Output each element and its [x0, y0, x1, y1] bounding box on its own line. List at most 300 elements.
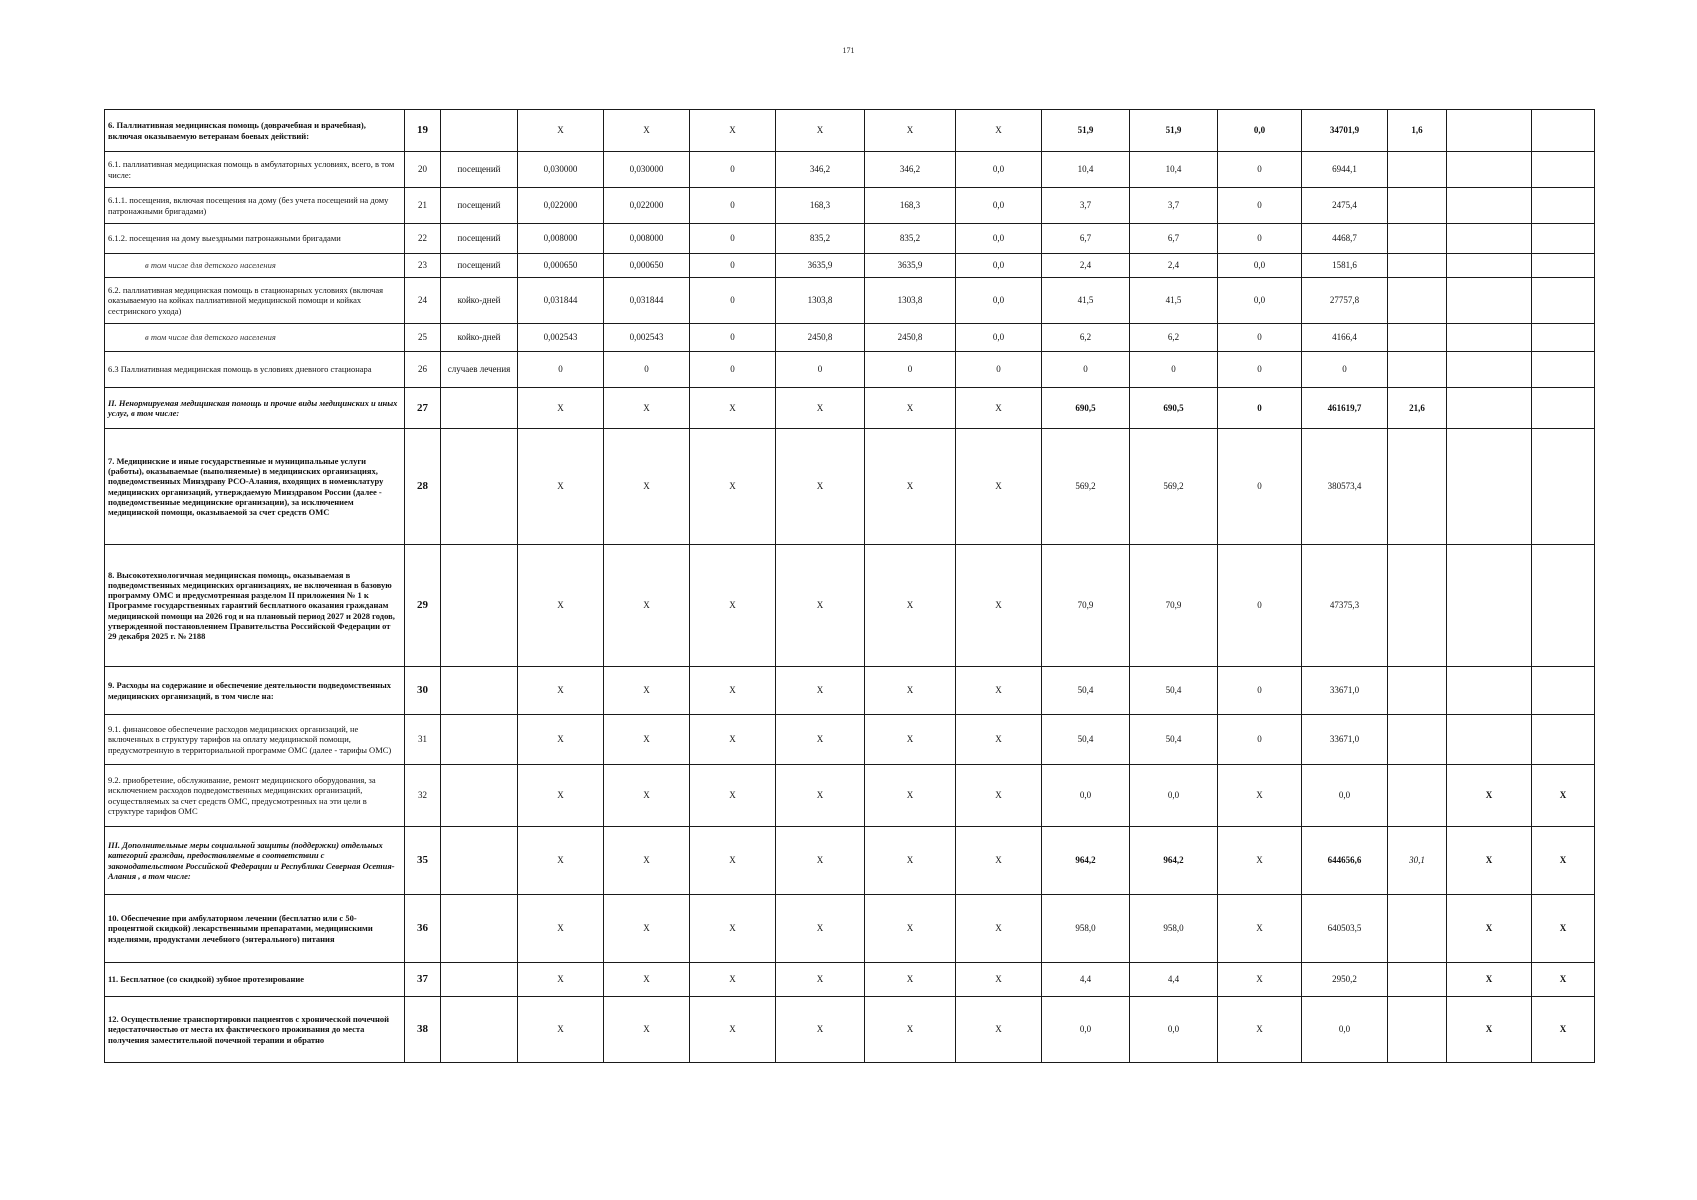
value-cell: X [776, 963, 865, 997]
value-cell: X [604, 388, 690, 429]
unit-cell [441, 997, 518, 1063]
value-cell: X [776, 110, 865, 152]
value-cell: 3,7 [1042, 188, 1130, 224]
value-cell: 41,5 [1130, 278, 1218, 324]
value-cell: 3635,9 [776, 254, 865, 278]
value-cell: 640503,5 [1302, 895, 1388, 963]
value-cell: 0,031844 [604, 278, 690, 324]
row-name-cell: 9. Расходы на содержание и обеспечение деятельности подведомственных медицинских организаций, в том числе на: [105, 667, 405, 715]
row-number-cell: 31 [405, 715, 441, 765]
value-cell: 6,7 [1042, 224, 1130, 254]
value-cell: 0,0 [1218, 254, 1302, 278]
value-cell: 6,2 [1130, 324, 1218, 352]
value-cell: 0,002543 [518, 324, 604, 352]
value-cell: 70,9 [1130, 545, 1218, 667]
row-number-cell: 35 [405, 827, 441, 895]
value-cell: X [865, 827, 956, 895]
table-row [105, 667, 1595, 715]
value-cell [1532, 352, 1595, 388]
value-cell: 964,2 [1130, 827, 1218, 895]
row-number-cell: 24 [405, 278, 441, 324]
value-cell: 569,2 [1130, 429, 1218, 545]
unit-cell: случаев лечения [441, 352, 518, 388]
value-cell: 0,0 [1302, 997, 1388, 1063]
value-cell: 4468,7 [1302, 224, 1388, 254]
value-cell: 461619,7 [1302, 388, 1388, 429]
row-name-cell: 6.1. паллиативная медицинская помощь в амбулаторных условиях, всего, в том числе: [105, 152, 405, 188]
value-cell: 0,0 [1042, 765, 1130, 827]
value-cell [1447, 429, 1532, 545]
value-cell: X [956, 110, 1042, 152]
unit-cell: койко-дней [441, 278, 518, 324]
table-row [105, 254, 1595, 278]
table-row [105, 224, 1595, 254]
value-cell [1388, 895, 1447, 963]
value-cell: X [776, 827, 865, 895]
value-cell: X [956, 545, 1042, 667]
value-cell: X [690, 110, 776, 152]
value-cell: X [690, 715, 776, 765]
unit-cell [441, 963, 518, 997]
value-cell: 2,4 [1130, 254, 1218, 278]
unit-cell [441, 545, 518, 667]
value-cell [1447, 352, 1532, 388]
row-name-cell: 11. Бесплатное (со скидкой) зубное протезирование [105, 963, 405, 997]
value-cell: 0 [604, 352, 690, 388]
value-cell: 0 [1218, 324, 1302, 352]
value-cell: X [956, 429, 1042, 545]
value-cell: 4,4 [1042, 963, 1130, 997]
value-cell: X [776, 765, 865, 827]
table-row [105, 152, 1595, 188]
value-cell [1388, 997, 1447, 1063]
unit-cell [441, 429, 518, 545]
row-name-cell: 10. Обеспечение при амбулаторном лечении (бесплатно или с 50-процентной скидкой) лекарственными препаратами, медицинскими изделиями, продуктами лечебного (энтерального) питания [105, 895, 405, 963]
value-cell: X [1218, 997, 1302, 1063]
unit-cell [441, 388, 518, 429]
value-cell: 2950,2 [1302, 963, 1388, 997]
unit-cell [441, 895, 518, 963]
value-cell: 21,6 [1388, 388, 1447, 429]
value-cell [1388, 765, 1447, 827]
row-name-cell: 6.3 Паллиативная медицинская помощь в условиях дневного стационара [105, 352, 405, 388]
value-cell: 346,2 [865, 152, 956, 188]
value-cell [1532, 254, 1595, 278]
value-cell: 50,4 [1130, 667, 1218, 715]
value-cell: 4166,4 [1302, 324, 1388, 352]
value-cell: 0,0 [1042, 997, 1130, 1063]
value-cell: X [1218, 895, 1302, 963]
row-name-cell: 9.2. приобретение, обслуживание, ремонт медицинского оборудования, за исключением расходов подведомственных медицинских организаций, осуществляемых за счет средств ОМС, предусмотренных на эти цели в структуре тарифов ОМС [105, 765, 405, 827]
value-cell: 1303,8 [865, 278, 956, 324]
value-cell: X [604, 963, 690, 997]
value-cell [1532, 545, 1595, 667]
table-row [105, 352, 1595, 388]
value-cell: X [690, 997, 776, 1063]
row-number-cell: 25 [405, 324, 441, 352]
value-cell: 0,031844 [518, 278, 604, 324]
value-cell: X [776, 429, 865, 545]
value-cell: 0,000650 [604, 254, 690, 278]
row-number-cell: 21 [405, 188, 441, 224]
value-cell: 690,5 [1130, 388, 1218, 429]
value-cell: 3,7 [1130, 188, 1218, 224]
value-cell: 0,002543 [604, 324, 690, 352]
value-cell: 0,022000 [604, 188, 690, 224]
value-cell: X [1447, 827, 1532, 895]
value-cell [1388, 667, 1447, 715]
value-cell: X [776, 895, 865, 963]
value-cell: 1,6 [1388, 110, 1447, 152]
value-cell: X [956, 895, 1042, 963]
table-row [105, 429, 1595, 545]
row-name-cell: 12. Осуществление транспортировки пациентов с хронической почечной недостаточностью от места их фактического проживания до места получения заместительной почечной терапии и обратно [105, 997, 405, 1063]
value-cell [1532, 667, 1595, 715]
unit-cell [441, 715, 518, 765]
value-cell: 70,9 [1042, 545, 1130, 667]
value-cell: 1581,6 [1302, 254, 1388, 278]
value-cell: X [518, 545, 604, 667]
row-name-cell: в том числе для детского населения [105, 254, 405, 278]
row-number-cell: 28 [405, 429, 441, 545]
value-cell: 0 [1218, 224, 1302, 254]
value-cell: 0 [690, 352, 776, 388]
value-cell: X [1532, 765, 1595, 827]
value-cell: X [690, 895, 776, 963]
value-cell: 0 [956, 352, 1042, 388]
value-cell: 10,4 [1042, 152, 1130, 188]
value-cell [1447, 110, 1532, 152]
value-cell [1388, 188, 1447, 224]
value-cell: 34701,9 [1302, 110, 1388, 152]
value-cell: X [956, 827, 1042, 895]
value-cell: 644656,6 [1302, 827, 1388, 895]
value-cell: X [690, 827, 776, 895]
value-cell: 50,4 [1130, 715, 1218, 765]
value-cell [1447, 152, 1532, 188]
value-cell: 0 [1218, 667, 1302, 715]
value-cell [1532, 110, 1595, 152]
value-cell [1388, 715, 1447, 765]
row-name-cell: III. Дополнительные меры социальной защиты (поддержки) отдельных категорий граждан, предоставляемые в соответствии с законодательством Российской Федерации и Республики Северная Осетия-Алания , в том числе: [105, 827, 405, 895]
value-cell: X [1447, 997, 1532, 1063]
unit-cell: койко-дней [441, 324, 518, 352]
value-cell: 0,0 [1218, 110, 1302, 152]
value-cell: 0 [776, 352, 865, 388]
value-cell: 2475,4 [1302, 188, 1388, 224]
value-cell: X [865, 388, 956, 429]
value-cell: 964,2 [1042, 827, 1130, 895]
value-cell: X [1447, 963, 1532, 997]
value-cell [1447, 388, 1532, 429]
value-cell: 47375,3 [1302, 545, 1388, 667]
value-cell: X [956, 997, 1042, 1063]
value-cell: 4,4 [1130, 963, 1218, 997]
value-cell: X [518, 667, 604, 715]
value-cell [1388, 324, 1447, 352]
value-cell: 2,4 [1042, 254, 1130, 278]
value-cell: X [690, 388, 776, 429]
row-number-cell: 23 [405, 254, 441, 278]
value-cell: 2450,8 [865, 324, 956, 352]
unit-cell: посещений [441, 254, 518, 278]
value-cell: X [1447, 765, 1532, 827]
row-name-cell: 6.1.2. посещения на дому выездными патронажными бригадами [105, 224, 405, 254]
row-name-cell: 6. Паллиативная медицинская помощь (доврачебная и врачебная), включая оказываемую ветеранам боевых действий: [105, 110, 405, 152]
value-cell: 958,0 [1042, 895, 1130, 963]
value-cell: X [518, 895, 604, 963]
value-cell: X [1532, 997, 1595, 1063]
value-cell: 2450,8 [776, 324, 865, 352]
value-cell: 0 [1302, 352, 1388, 388]
table-row [105, 963, 1595, 997]
value-cell: 0 [690, 254, 776, 278]
value-cell: 0 [1218, 429, 1302, 545]
value-cell: X [776, 715, 865, 765]
row-name-cell: в том числе для детского населения [105, 324, 405, 352]
value-cell: 0 [1218, 188, 1302, 224]
value-cell: X [865, 110, 956, 152]
row-number-cell: 19 [405, 110, 441, 152]
value-cell: X [1532, 963, 1595, 997]
value-cell: X [1532, 827, 1595, 895]
row-number-cell: 20 [405, 152, 441, 188]
value-cell [1532, 224, 1595, 254]
value-cell: X [956, 667, 1042, 715]
value-cell: 0 [1218, 152, 1302, 188]
value-cell: 50,4 [1042, 667, 1130, 715]
value-cell [1388, 278, 1447, 324]
value-cell: X [865, 715, 956, 765]
value-cell: 0,0 [956, 324, 1042, 352]
value-cell [1388, 254, 1447, 278]
value-cell: X [518, 765, 604, 827]
value-cell: 0 [1218, 352, 1302, 388]
value-cell: 0 [690, 188, 776, 224]
value-cell: 958,0 [1130, 895, 1218, 963]
row-name-cell: 6.1.1. посещения, включая посещения на дому (без учета посещений на дому патронажными бригадами) [105, 188, 405, 224]
value-cell: X [865, 963, 956, 997]
unit-cell: посещений [441, 188, 518, 224]
value-cell: X [518, 827, 604, 895]
value-cell: 33671,0 [1302, 667, 1388, 715]
value-cell: X [518, 715, 604, 765]
value-cell [1532, 324, 1595, 352]
value-cell: X [690, 545, 776, 667]
value-cell: X [604, 765, 690, 827]
value-cell: X [518, 963, 604, 997]
row-number-cell: 26 [405, 352, 441, 388]
value-cell [1447, 545, 1532, 667]
value-cell [1447, 188, 1532, 224]
value-cell: 6,2 [1042, 324, 1130, 352]
value-cell: 835,2 [776, 224, 865, 254]
value-cell: 0,0 [956, 278, 1042, 324]
table-row [105, 765, 1595, 827]
table-row [105, 188, 1595, 224]
value-cell: X [604, 827, 690, 895]
table-row [105, 110, 1595, 152]
value-cell: X [604, 997, 690, 1063]
value-cell: X [956, 715, 1042, 765]
value-cell: X [865, 765, 956, 827]
value-cell: 380573,4 [1302, 429, 1388, 545]
value-cell: 835,2 [865, 224, 956, 254]
page-number: 171 [842, 46, 855, 55]
value-cell: 0 [1218, 715, 1302, 765]
unit-cell [441, 667, 518, 715]
value-cell: X [1218, 765, 1302, 827]
value-cell [1532, 715, 1595, 765]
value-cell: X [1447, 895, 1532, 963]
value-cell: X [690, 765, 776, 827]
value-cell: 0,030000 [518, 152, 604, 188]
value-cell: X [690, 963, 776, 997]
value-cell: 0 [865, 352, 956, 388]
row-number-cell: 30 [405, 667, 441, 715]
value-cell [1532, 278, 1595, 324]
value-cell: 0,0 [1130, 765, 1218, 827]
value-cell: 50,4 [1042, 715, 1130, 765]
value-cell: X [518, 997, 604, 1063]
row-name-cell: II. Ненормируемая медицинская помощь и прочие виды медицинских и иных услуг, в том числе: [105, 388, 405, 429]
value-cell: 27757,8 [1302, 278, 1388, 324]
value-cell: 30,1 [1388, 827, 1447, 895]
table-row [105, 827, 1595, 895]
table-row [105, 278, 1595, 324]
value-cell: X [604, 429, 690, 545]
value-cell: 0 [1130, 352, 1218, 388]
table-row [105, 715, 1595, 765]
value-cell: X [865, 429, 956, 545]
value-cell: 0,022000 [518, 188, 604, 224]
value-cell: 0 [1042, 352, 1130, 388]
budget-table [104, 109, 1595, 1063]
unit-cell: посещений [441, 224, 518, 254]
unit-cell [441, 827, 518, 895]
value-cell [1388, 152, 1447, 188]
value-cell [1388, 545, 1447, 667]
value-cell: 0 [518, 352, 604, 388]
table-row [105, 997, 1595, 1063]
value-cell: X [604, 110, 690, 152]
value-cell: 0,000650 [518, 254, 604, 278]
row-number-cell: 29 [405, 545, 441, 667]
value-cell: X [865, 545, 956, 667]
value-cell: 0 [1218, 545, 1302, 667]
row-number-cell: 37 [405, 963, 441, 997]
value-cell: 0 [690, 152, 776, 188]
value-cell: X [865, 667, 956, 715]
value-cell: X [956, 388, 1042, 429]
row-number-cell: 38 [405, 997, 441, 1063]
value-cell: X [865, 895, 956, 963]
value-cell [1447, 324, 1532, 352]
value-cell: 0,0 [956, 152, 1042, 188]
value-cell: 51,9 [1042, 110, 1130, 152]
value-cell: 0,0 [956, 254, 1042, 278]
value-cell [1532, 429, 1595, 545]
row-number-cell: 36 [405, 895, 441, 963]
value-cell: 0,008000 [604, 224, 690, 254]
value-cell: X [1218, 827, 1302, 895]
value-cell: X [956, 765, 1042, 827]
value-cell: 0 [690, 224, 776, 254]
value-cell: 690,5 [1042, 388, 1130, 429]
value-cell: X [518, 429, 604, 545]
value-cell: 0 [1218, 388, 1302, 429]
value-cell [1447, 254, 1532, 278]
row-number-cell: 32 [405, 765, 441, 827]
value-cell: 346,2 [776, 152, 865, 188]
value-cell: 569,2 [1042, 429, 1130, 545]
row-name-cell: 7. Медицинские и иные государственные и муниципальные услуги (работы), оказываемые (выполняемые) в медицинских организациях, подведомственных Минздраву РСО-Алания, входящих в номенклатуру медицинских организаций, утверждаемую Минздравом России (далее - подведомственные медицинские организации), за исключением медицинской помощи, оказываемой за счет средств ОМС [105, 429, 405, 545]
value-cell: X [776, 667, 865, 715]
table-row [105, 895, 1595, 963]
value-cell: 1303,8 [776, 278, 865, 324]
value-cell: 6,7 [1130, 224, 1218, 254]
value-cell: X [1532, 895, 1595, 963]
value-cell: 0 [690, 324, 776, 352]
value-cell: 3635,9 [865, 254, 956, 278]
value-cell: 10,4 [1130, 152, 1218, 188]
value-cell: X [865, 997, 956, 1063]
unit-cell [441, 765, 518, 827]
value-cell: X [604, 545, 690, 667]
row-number-cell: 22 [405, 224, 441, 254]
value-cell [1447, 667, 1532, 715]
value-cell: X [1218, 963, 1302, 997]
value-cell: X [604, 715, 690, 765]
value-cell: 0,0 [956, 188, 1042, 224]
value-cell [1388, 224, 1447, 254]
unit-cell: посещений [441, 152, 518, 188]
value-cell: X [776, 997, 865, 1063]
value-cell: X [690, 667, 776, 715]
value-cell [1532, 152, 1595, 188]
value-cell: 41,5 [1042, 278, 1130, 324]
value-cell: 168,3 [865, 188, 956, 224]
value-cell: X [604, 895, 690, 963]
value-cell: 6944,1 [1302, 152, 1388, 188]
value-cell: X [518, 388, 604, 429]
value-cell [1532, 388, 1595, 429]
value-cell [1447, 715, 1532, 765]
value-cell: 168,3 [776, 188, 865, 224]
value-cell [1532, 188, 1595, 224]
row-name-cell: 8. Высокотехнологичная медицинская помощь, оказываемая в подведомственных медицинских организациях, не включенная в базовую программу ОМС и предусмотренная разделом II приложения № 1 к Программе государственных гарантий бесплатного оказания гражданам медицинской помощи на 2026 год и на плановый период 2027 и 2028 годов, утвержденной постановлением Правительства Российской Федерации от 29 декабря 2025 г. № 2188 [105, 545, 405, 667]
table-row [105, 324, 1595, 352]
value-cell: X [776, 388, 865, 429]
value-cell: X [518, 110, 604, 152]
value-cell [1447, 224, 1532, 254]
value-cell: 0,0 [1130, 997, 1218, 1063]
value-cell [1388, 963, 1447, 997]
value-cell: X [690, 429, 776, 545]
row-name-cell: 9.1. финансовое обеспечение расходов медицинских организаций, не включенных в структуру тарифов на оплату медицинской помощи, предусмотренную в территориальной программе ОМС (далее - тарифы ОМС) [105, 715, 405, 765]
row-name-cell: 6.2. паллиативная медицинская помощь в стационарных условиях (включая оказываемую на койках паллиативной медицинской помощи и койках сестринского ухода) [105, 278, 405, 324]
value-cell: 0,0 [956, 224, 1042, 254]
unit-cell [441, 110, 518, 152]
value-cell: 0 [690, 278, 776, 324]
value-cell: 0,0 [1302, 765, 1388, 827]
value-cell: 51,9 [1130, 110, 1218, 152]
row-number-cell: 27 [405, 388, 441, 429]
table-row [105, 545, 1595, 667]
value-cell [1388, 352, 1447, 388]
value-cell: X [776, 545, 865, 667]
value-cell: 0,030000 [604, 152, 690, 188]
